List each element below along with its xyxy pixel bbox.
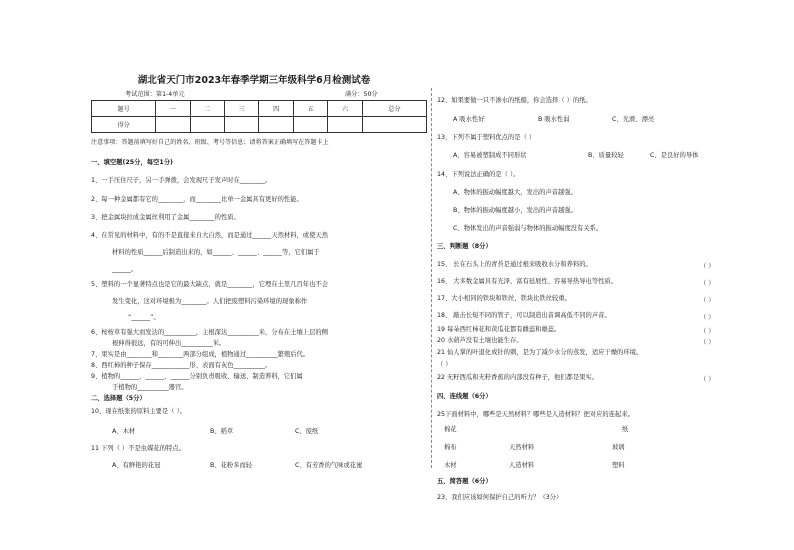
question-14-option-c: C、物体发出的声音强弱与物体的振动幅度没有关系。 (453, 225, 603, 232)
score-cell: 四 (259, 101, 293, 117)
judge-17: 17、大小相同的铁块和铁丝，铁块比铁丝较重。 (437, 295, 571, 302)
question-5-line-1: 5、塑料的一个显著特点也是它的最大缺点，就是________，它埋在土里几百年也不会 (91, 281, 328, 288)
question-11-option-a: A、有鲜艳的花冠 (112, 462, 161, 469)
question-11-option-c: C、有芳香的气味或花蜜 (295, 462, 363, 469)
question-13-option-a: A、容易被塑制成不同形状 (453, 152, 527, 159)
score-cell: 六 (328, 101, 362, 117)
judge-15: 15、 长在石头上的青苔是通过根来吸收水分和养料的。 (437, 261, 592, 268)
match-right-item[interactable]: 塑料 (612, 462, 625, 469)
exam-scope: 考试范围：第1-4单元 (125, 91, 185, 98)
score-cell[interactable] (259, 117, 293, 133)
question-9-line-2: 于植物的__________器官。 (112, 384, 188, 391)
question-10-option-b: B、稻草 (210, 428, 234, 435)
score-cell[interactable] (190, 117, 224, 133)
score-table-score-row (92, 117, 427, 133)
question-5-line-3: “______”。 (128, 314, 160, 321)
question-12-option-a: A 吸水性好 (453, 116, 485, 123)
question-6-line-2: 根伸得很远，有的可伸出__________米。 (112, 340, 226, 347)
question-4-line-3: ______。 (112, 266, 138, 273)
section-title-judge: 三、判断题（8分） (437, 243, 492, 250)
score-cell[interactable] (362, 117, 426, 133)
answer-paren[interactable]: （ ） (700, 376, 715, 383)
question-10: 10、现在纸张的原料主要是（ ）。 (91, 408, 187, 415)
match-right-item[interactable]: 玻璃 (612, 444, 625, 451)
answer-paren[interactable]: （ ） (700, 328, 715, 335)
question-4-line-1: 4、在常见的材料中，有的不是直接来自大自然，而是通过______天然材料，或使天然 (91, 232, 328, 239)
judge-16: 16、 大多数金属具有光泽、富有延展性、容易导热导电等性质。 (437, 278, 618, 285)
question-12-option-c: C、光滑、漂亮 (612, 116, 655, 123)
exam-title: 湖北省天门市2023年春季学期三年级科学6月检测试卷 (137, 75, 371, 86)
answer-paren[interactable]: （ ） (700, 297, 715, 304)
question-14-option-b: B、物体的振动幅度越小，发出的声音越强。 (453, 207, 577, 214)
full-score: 满分：50分 (345, 91, 378, 98)
question-7: 7、果实是由________和________两部分组成，植物通过__________繁殖后代。 (91, 351, 310, 358)
score-cell: 题号 (92, 101, 156, 117)
question-1: 1、一手压住尺子，另一手弹拨，会发现尺子发声时在________。 (91, 177, 272, 184)
score-cell: 总分 (362, 101, 426, 117)
question-6-line-1: 6、桉桉草有强大而发达的__________，主根深达__________米，分布在土壤上层的侧 (91, 329, 328, 336)
score-cell: 五 (293, 101, 327, 117)
score-cell[interactable] (328, 117, 362, 133)
section-title-choice: 二、选择题（5分） (91, 395, 146, 402)
question-11-option-b: B、花粉多而轻 (210, 462, 253, 469)
answer-paren[interactable]: （ ） (700, 314, 715, 321)
question-25: 25下面材料中，哪些是天然材料？哪些是人造材料？把对应的连起来。 (437, 411, 634, 418)
judge-19: 19 每朵西红柿花和黄瓜花都有雌蕊和雄蕊。 (437, 326, 561, 333)
question-12-option-b: B 吸水性弱 (538, 116, 570, 123)
question-14: 14、下列说法正确的是（ ）。 (437, 171, 520, 178)
question-4-line-2: 材料的性质______后制造出来的，如______、______、______等，它们属于 (112, 249, 320, 256)
question-9-line-1: 9、植物的______、______、______分别负责吸收、输送、制造养料，它们属 (91, 373, 303, 380)
score-cell: 得分 (92, 117, 156, 133)
question-23: 23、我们应该如何保护自己的听力？（3分） (437, 494, 563, 501)
answer-paren[interactable]: （ ） (700, 280, 715, 287)
question-10-option-a: A、木材 (112, 428, 136, 435)
question-3: 3、把金属块拉成金属丝利用了金属________的性质。 (91, 214, 240, 221)
match-left-item[interactable]: 棉花 (444, 426, 457, 433)
section-title-short-answer: 五、简答题（6分） (437, 478, 492, 485)
answer-paren[interactable]: （ ） (700, 339, 715, 346)
section-title-match: 四、连线题（6分） (437, 393, 492, 400)
match-right-item[interactable]: 纸 (622, 426, 629, 433)
judge-22: 22 无籽西瓜和无籽香蕉的内部没有种子，他们都是果实。 (437, 374, 599, 381)
match-left-item[interactable]: 木材 (444, 462, 457, 469)
score-cell[interactable] (293, 117, 327, 133)
judge-21-line-1: 21 仙人掌的叶退化成针的刺，是为了减少水分的蒸发，适应干燥的环境。 (437, 349, 643, 356)
match-middle-item[interactable]: 天然材料 (509, 444, 535, 451)
question-10-option-c: C、废纸 (295, 428, 319, 435)
score-cell[interactable] (225, 117, 259, 133)
exam-note: 注意事项：答题前填写好自己的姓名、班级、考号等信息；请将答案正确填写在答题卡上 (91, 139, 329, 146)
score-cell: 二 (190, 101, 224, 117)
answer-paren[interactable]: （ ） (700, 263, 715, 270)
question-13: 13、下列不属于塑料优点的是（ ） (437, 134, 536, 141)
match-middle-item[interactable]: 人造材料 (509, 462, 535, 469)
section-title-fill: 一、填空题(25分，每空1分) (91, 159, 173, 166)
question-2: 2、每一种金属都有它的________，而________比单一金属具有更好的性能。 (91, 196, 303, 203)
judge-21-paren[interactable]: （ ） (437, 361, 452, 368)
question-8: 8、西红柿的种子保存____________形、表面有灰色__________。 (91, 362, 272, 369)
question-5-line-2: 发生变化，这对环境极为________。人们把废塑料污染环境的现象称作 (112, 298, 308, 305)
score-cell[interactable] (156, 117, 190, 133)
question-11: 11 下列（ ）不是虫媒花的特点。 (91, 445, 185, 452)
match-left-item[interactable]: 棉布 (444, 444, 457, 451)
question-12: 12、如果要做一只不渗水的纸船，你会选择（ ）的纸。 (437, 97, 592, 104)
score-cell: 三 (225, 101, 259, 117)
question-14-option-a: A、物体的振动幅度越大，发出的声音越强。 (453, 189, 577, 196)
judge-20: 20 水葫芦没有土壤也能生存。 (437, 337, 523, 344)
question-13-option-b: B、质量较轻 (588, 152, 624, 159)
score-table (91, 100, 427, 133)
score-table-header-row (92, 101, 427, 117)
score-cell: 一 (156, 101, 190, 117)
column-divider (431, 88, 432, 468)
question-13-option-c: C、是良好的导体 (650, 152, 699, 159)
judge-18: 18、 敲击长短不同的管子，可以制造出音调高低不同的声音。 (437, 312, 611, 319)
